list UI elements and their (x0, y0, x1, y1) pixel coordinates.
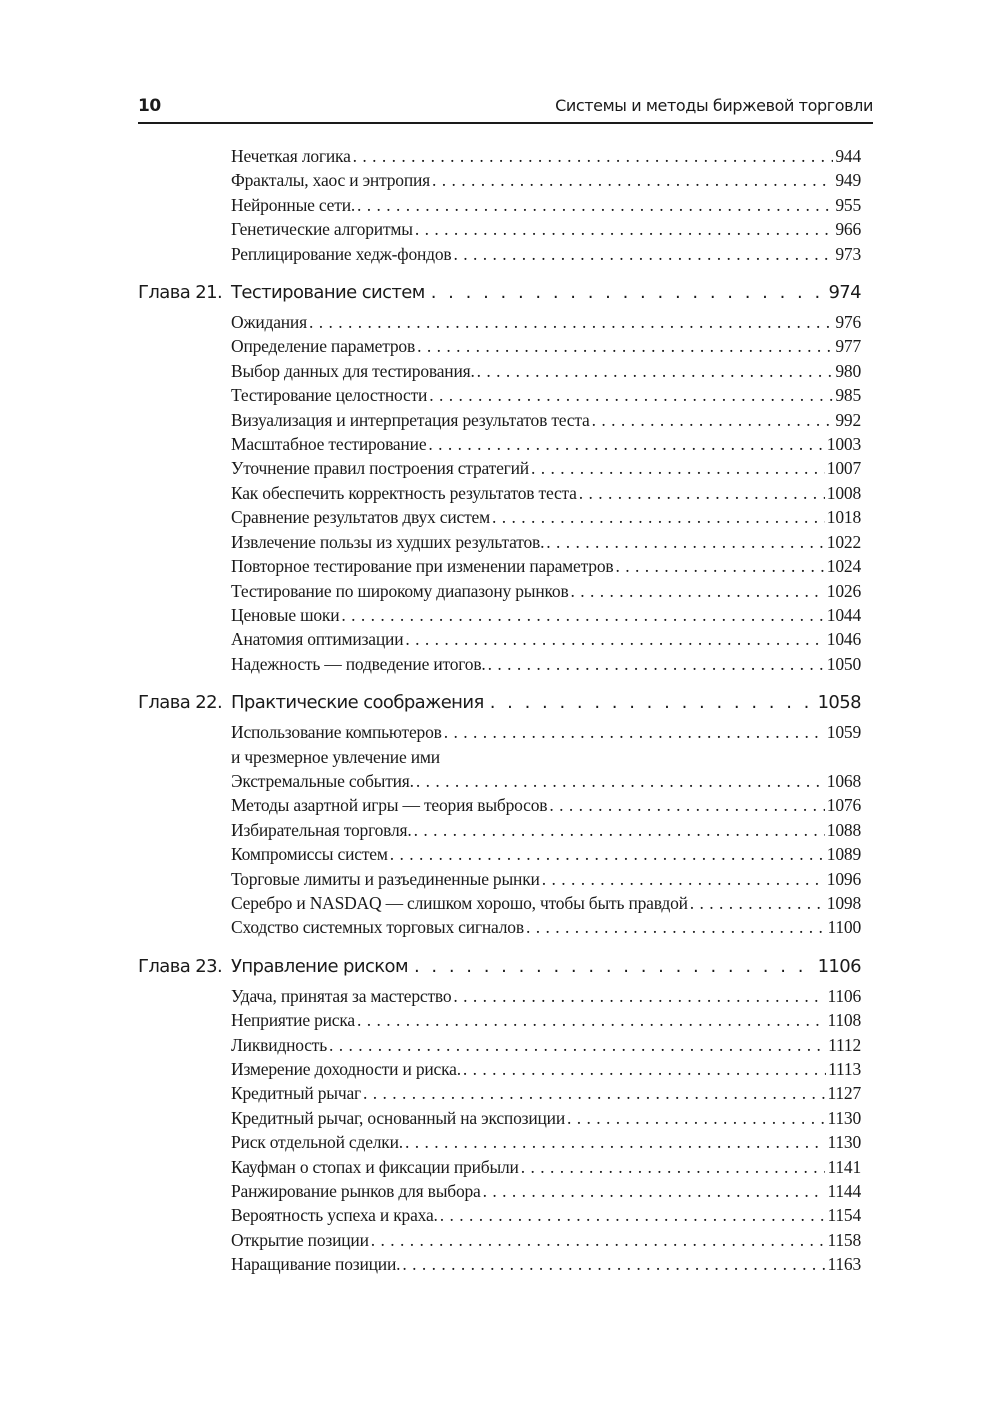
toc-entry[interactable]: Риск отдельной сделки. . . . 1130 (138, 1130, 861, 1154)
toc-entry[interactable]: Удача, принятая за мастерство . . . 1106 (138, 984, 861, 1008)
page-ref: 973 (835, 243, 861, 264)
page-ref: 1068 (826, 770, 861, 791)
dot-leader (531, 456, 825, 480)
chapter-title: Управление риском (231, 955, 408, 977)
page-ref: 1046 (826, 629, 861, 650)
table-of-contents (138, 144, 861, 1277)
toc-entry[interactable]: Ценовые шоки . . . 1044 (138, 603, 861, 627)
dot-leader (363, 1081, 825, 1105)
dot-leader (490, 688, 812, 718)
page-ref: 1003 (826, 434, 861, 455)
dot-leader (567, 1106, 825, 1130)
toc-entry[interactable]: Анатомия оптимизации . . . 1046 (138, 627, 861, 651)
toc-entry[interactable]: Нейронные сети. . . . 955 (138, 193, 861, 217)
toc-entry[interactable]: Надежность — подведение итогов. . . . 1050 (138, 652, 861, 676)
dot-leader (477, 359, 834, 383)
toc-entry[interactable]: Нечеткая логика . . . 944 (138, 144, 861, 168)
toc-entry[interactable]: Неприятие риска . . . 1108 (138, 1008, 861, 1032)
dot-leader (483, 1179, 826, 1203)
toc-entry[interactable]: Определение параметров . . . 977 (138, 334, 861, 358)
toc-entry[interactable]: Использование компьютеров и чрезмерное увлечение ими . . . 1059 (138, 720, 861, 769)
page-ref: 1024 (826, 556, 861, 577)
dot-leader (690, 891, 825, 915)
dot-leader (415, 217, 834, 241)
dot-leader (428, 432, 824, 456)
toc-entry[interactable]: Серебро и NASDAQ — слишком хорошо, чтобы быть правдой . . . 1098 (138, 891, 861, 915)
page-ref: 1158 (827, 1229, 861, 1250)
toc-entry[interactable]: Кауфман о стопах и фиксации прибыли . . . 1141 (138, 1155, 861, 1179)
dot-leader (549, 793, 824, 817)
page-ref: 1130 (827, 1132, 861, 1153)
chapter-22 (138, 688, 861, 940)
chapter-23 (138, 952, 861, 1277)
toc-entry[interactable]: Измерение доходности и риска. . . . 1113 (138, 1057, 861, 1081)
page-ref: 955 (835, 194, 861, 215)
page-ref: 1112 (828, 1034, 861, 1055)
dot-leader (353, 144, 834, 168)
toc-entry[interactable]: Сравнение результатов двух систем . . . 1018 (138, 505, 861, 529)
dot-leader (329, 1033, 826, 1057)
dot-leader (357, 193, 833, 217)
chapter-label: Глава 23. (138, 955, 223, 977)
running-head (138, 94, 873, 124)
chapter-title: Тестирование систем (231, 282, 425, 304)
toc-entry[interactable]: Генетические алгоритмы . . . 966 (138, 217, 861, 241)
page-ref: 1127 (827, 1083, 861, 1104)
page-ref: 1089 (826, 844, 861, 865)
page-ref: 1008 (826, 482, 861, 503)
dot-leader (405, 627, 824, 651)
dot-leader (444, 720, 825, 744)
toc-entry[interactable]: Масштабное тестирование . . . 1003 (138, 432, 861, 456)
page-ref: 1018 (826, 507, 861, 528)
dot-leader (488, 652, 825, 676)
dot-leader (371, 1228, 826, 1252)
dot-leader (414, 818, 825, 842)
toc-entry[interactable]: Кредитный рычаг, основанный на экспозиции . . . 1130 (138, 1106, 861, 1130)
toc-entry[interactable]: Извлечение пользы из худших результатов. . . . 1022 (138, 530, 861, 554)
chapter-title: Практические соображения (231, 692, 484, 714)
chapter-page: 1058 (817, 692, 861, 714)
dot-leader (390, 842, 825, 866)
dot-leader (417, 334, 833, 358)
page-ref: 976 (835, 312, 861, 333)
toc-entry[interactable]: Компромиссы систем . . . 1089 (138, 842, 861, 866)
dot-leader (431, 278, 823, 308)
toc-entry[interactable]: Сходство системных торговых сигналов . . . 1100 (138, 915, 861, 939)
page-ref: 1059 (826, 722, 861, 743)
dot-leader (405, 1130, 826, 1154)
dot-leader (592, 408, 834, 432)
book-title: Системы и методы биржевой торговли (555, 96, 873, 115)
dot-leader (414, 952, 812, 982)
toc-entry[interactable]: Повторное тестирование при изменении параметров . . . 1024 (138, 554, 861, 578)
dot-leader (579, 481, 825, 505)
page-ref: 1163 (827, 1254, 861, 1275)
dot-leader (463, 1057, 826, 1081)
page-ref: 1144 (827, 1181, 861, 1202)
dot-leader (341, 603, 824, 627)
page-ref: 1098 (826, 892, 861, 913)
dot-leader (542, 867, 825, 891)
page-ref: 944 (835, 146, 861, 166)
page-ref: 1108 (827, 1010, 861, 1031)
toc-entry[interactable]: Визуализация и интерпретация результатов теста . . . 992 (138, 408, 861, 432)
page-ref: 1007 (826, 458, 861, 479)
page-ref: 1050 (826, 653, 861, 674)
toc-entry[interactable]: Фракталы, хаос и энтропия . . . 949 (138, 168, 861, 192)
toc-entry[interactable]: Ранжирование рынков для выбора . . . 1144 (138, 1179, 861, 1203)
toc-entry[interactable]: Наращивание позиции. . . . 1163 (138, 1252, 861, 1276)
toc-entry[interactable]: Избирательная торговля. . . . 1088 (138, 818, 861, 842)
chapter-heading[interactable] (138, 688, 861, 718)
page-ref: 1096 (826, 868, 861, 889)
dot-leader (546, 530, 825, 554)
page-ref: 1026 (826, 580, 861, 601)
toc-entry[interactable]: Методы азартной игры — теория выбросов . . . 1076 (138, 793, 861, 817)
toc-entry[interactable]: Ликвидность . . . 1112 (138, 1033, 861, 1057)
page-ref: 1154 (827, 1205, 861, 1226)
toc-entry[interactable]: Торговые лимиты и разъединенные рынки . . . 1096 (138, 867, 861, 891)
dot-leader (492, 505, 825, 529)
page-ref: 1088 (826, 819, 861, 840)
page-ref: 949 (835, 170, 861, 191)
dot-leader (453, 984, 825, 1008)
page-ref: 980 (835, 360, 861, 381)
page-ref: 1044 (826, 604, 861, 625)
intro-entries (138, 144, 861, 266)
toc-entry[interactable]: Тестирование целостности . . . 985 (138, 383, 861, 407)
chapter-page: 974 (828, 282, 861, 304)
chapter-heading[interactable] (138, 952, 861, 982)
page-ref: 992 (835, 409, 861, 430)
dot-leader (440, 1203, 826, 1227)
toc-entry[interactable]: Открытие позиции . . . 1158 (138, 1228, 861, 1252)
toc-entry[interactable]: Тестирование по широкому диапазону рынков . . . 1026 (138, 579, 861, 603)
toc-entry[interactable]: Ожидания . . . 976 (138, 310, 861, 334)
dot-leader (521, 1155, 826, 1179)
dot-leader (615, 554, 824, 578)
dot-leader (453, 242, 833, 266)
page-ref: 1141 (827, 1156, 861, 1177)
chapter-heading[interactable] (138, 278, 861, 308)
page-ref: 1100 (827, 917, 861, 938)
chapter-label: Глава 21. (138, 282, 223, 304)
page-ref: 1076 (826, 795, 861, 816)
dot-leader (309, 310, 833, 334)
dot-leader (357, 1008, 825, 1032)
dot-leader (416, 769, 825, 793)
page-ref: 1130 (827, 1107, 861, 1128)
page-ref: 985 (835, 385, 861, 406)
toc-entry[interactable]: Уточнение правил построения стратегий . . . 1007 (138, 456, 861, 480)
dot-leader (432, 168, 833, 192)
page-ref: 1106 (827, 985, 861, 1006)
page-ref: 1022 (826, 531, 861, 552)
toc-entry[interactable]: Как обеспечить корректность результатов теста . . . 1008 (138, 481, 861, 505)
dot-leader (571, 579, 825, 603)
chapter-21 (138, 278, 861, 676)
chapter-page: 1106 (817, 955, 861, 977)
page-number: 10 (138, 96, 161, 116)
toc-entry[interactable]: Реплицирование хедж-фондов . . . 973 (138, 242, 861, 266)
page-ref: 966 (835, 219, 861, 240)
page-ref: 1113 (828, 1059, 861, 1079)
page-ref: 977 (835, 336, 861, 357)
toc-entry[interactable]: Выбор данных для тестирования. . . . 980 (138, 359, 861, 383)
dot-leader (402, 1252, 825, 1276)
toc-entry[interactable]: Экстремальные события. . . . 1068 (138, 769, 861, 793)
toc-entry[interactable]: Кредитный рычаг . . . 1127 (138, 1081, 861, 1105)
dot-leader (429, 383, 833, 407)
toc-entry[interactable]: Вероятность успеха и краха. . . . 1154 (138, 1203, 861, 1227)
chapter-label: Глава 22. (138, 692, 223, 714)
dot-leader (526, 915, 826, 939)
